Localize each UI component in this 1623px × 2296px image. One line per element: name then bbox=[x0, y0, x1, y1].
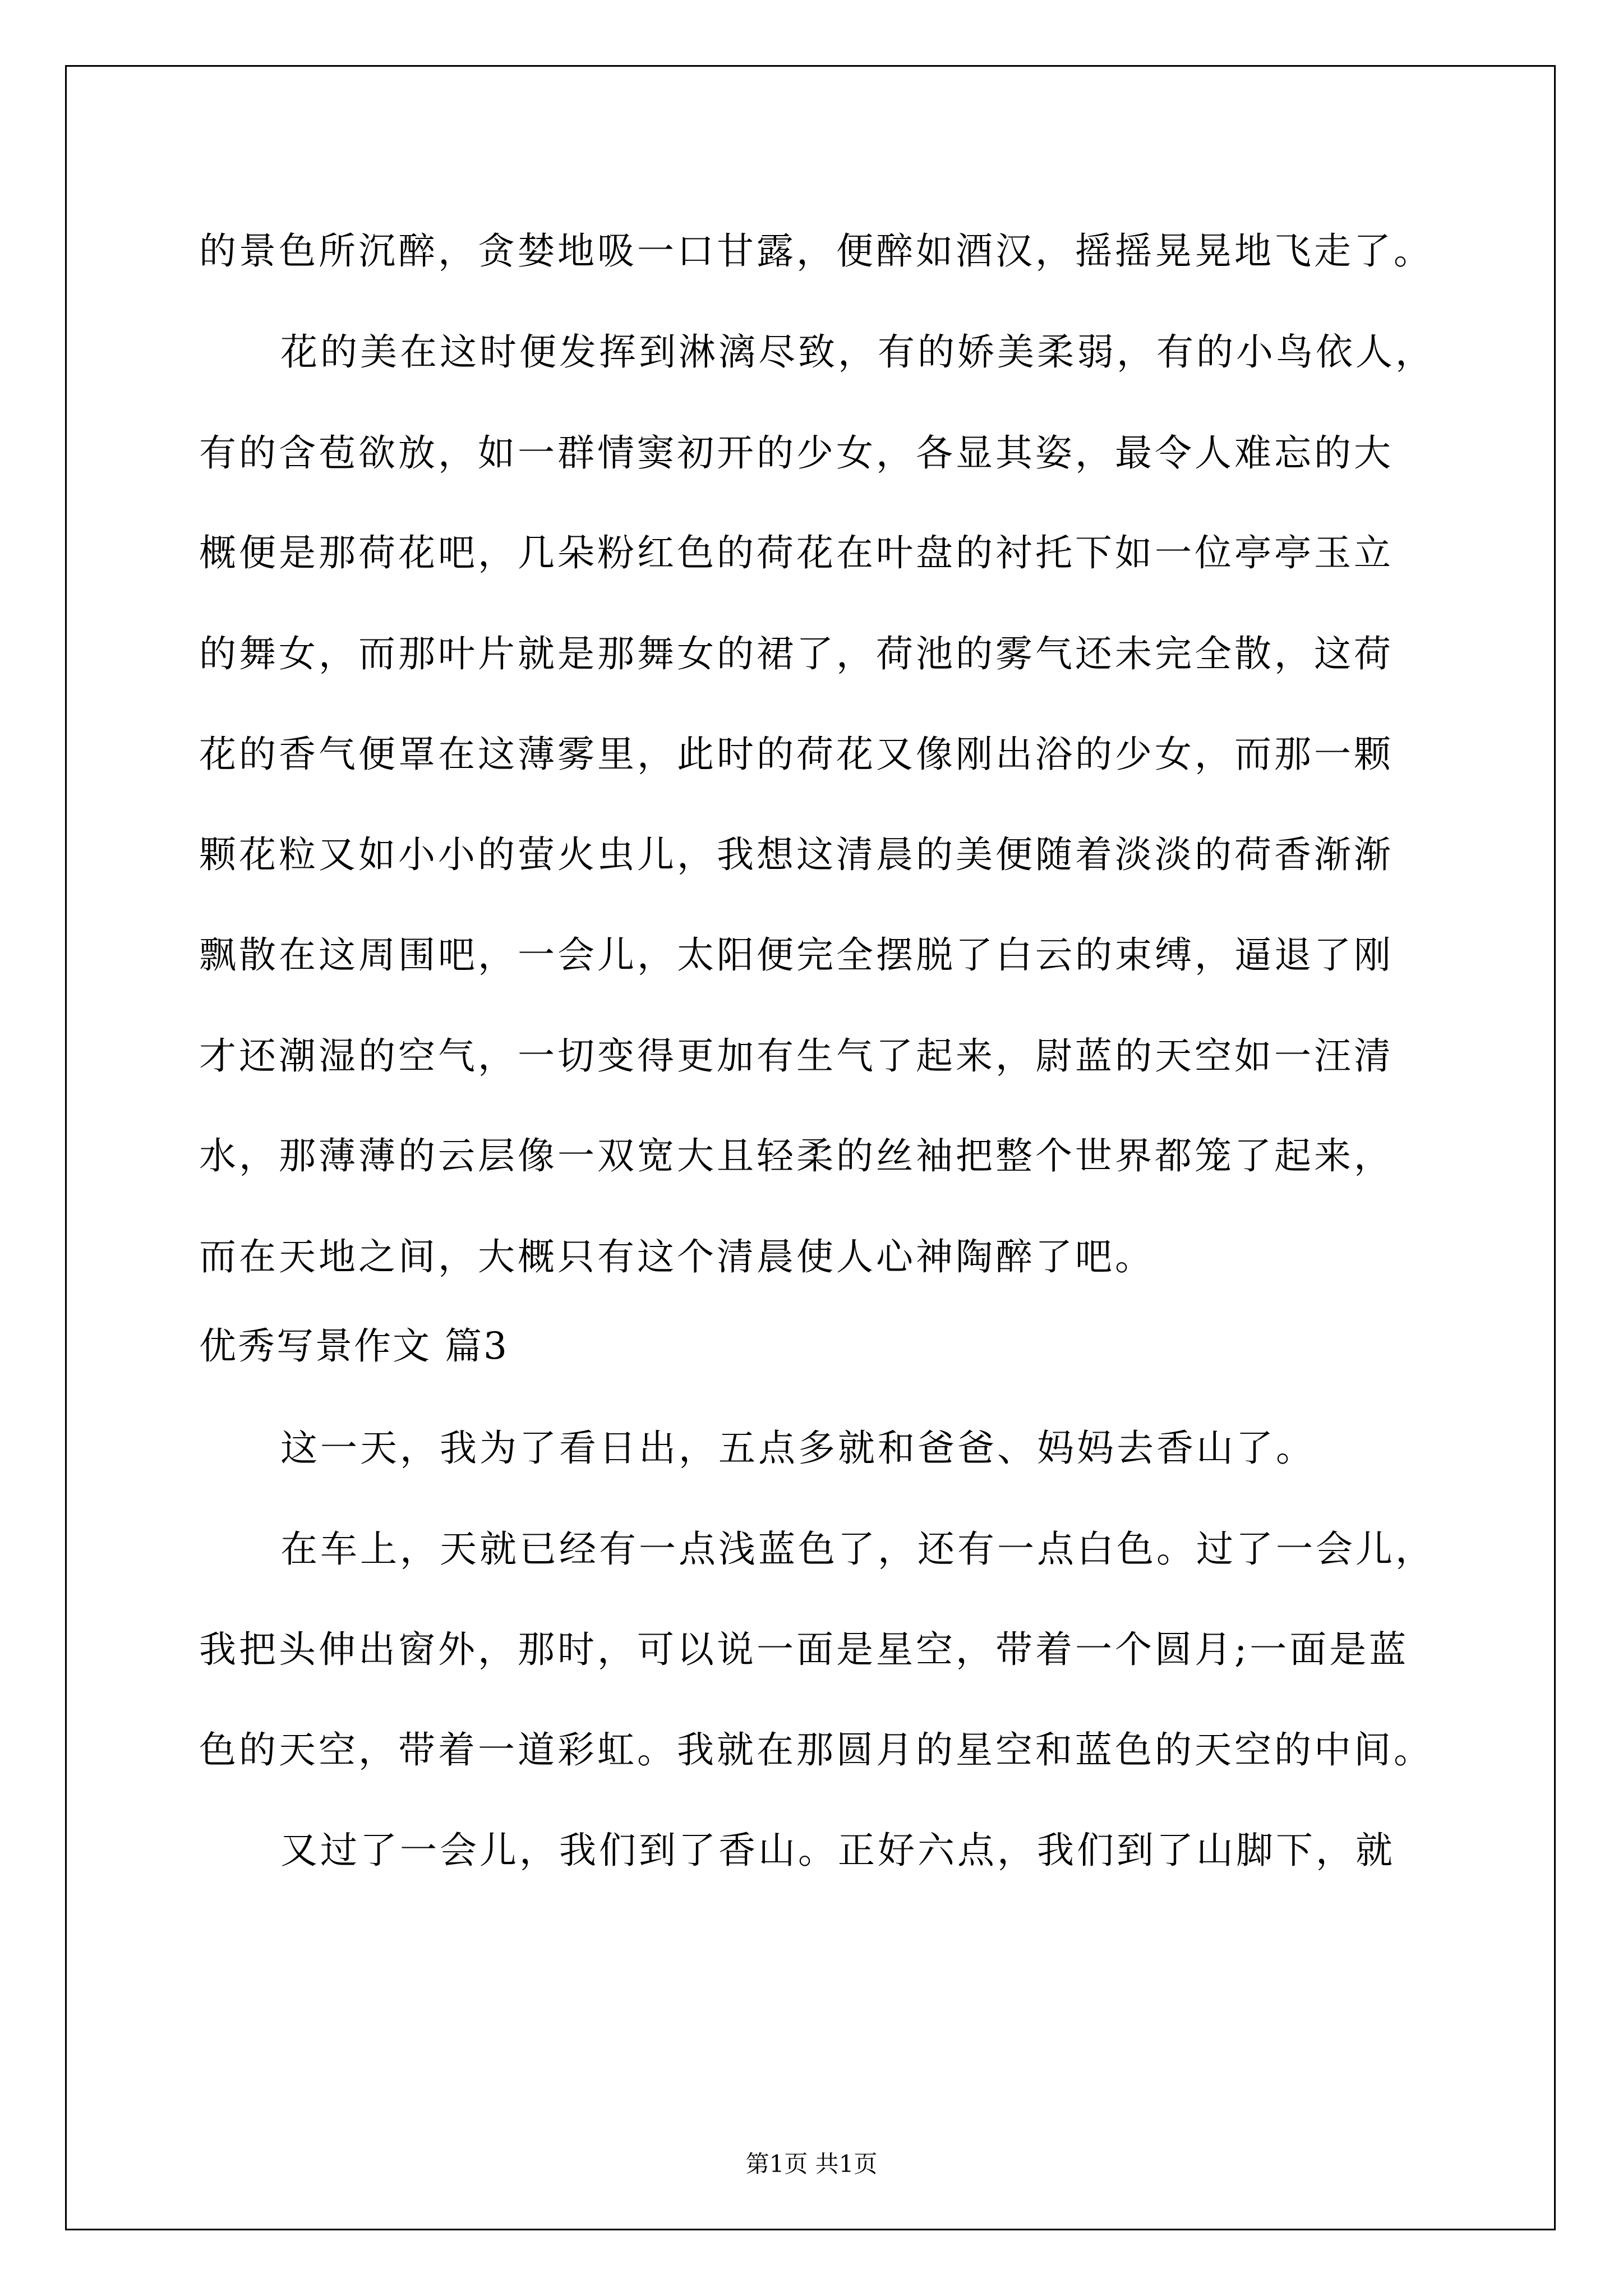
text-line: 我把头伸出窗外，那时，可以说一面是星空，带着一个圆月;一面是蓝 bbox=[199, 1628, 1409, 1671]
text-line: 水，那薄薄的云层像一双宽大且轻柔的丝袖把整个世界都笼了起来， bbox=[199, 1134, 1394, 1177]
text-line: 的景色所沉醉，贪婪地吸一口甘露，便醉如酒汉，摇摇晃晃地飞走了。 bbox=[199, 229, 1433, 273]
page-number-footer: 第1页 共1页 bbox=[745, 2150, 878, 2178]
paragraph-start-line: 又过了一会儿，我们到了香山。正好六点，我们到了山脚下，就 bbox=[280, 1829, 1395, 1872]
text-line: 颗花粒又如小小的萤火虫儿，我想这清晨的美便随着淡淡的荷香渐渐 bbox=[199, 833, 1394, 876]
paragraph-start-line: 这一天，我为了看日出，五点多就和爸爸、妈妈去香山了。 bbox=[280, 1427, 1316, 1470]
paragraph-start-line: 在车上，天就已经有一点浅蓝色了，还有一点白色。过了一会儿， bbox=[280, 1527, 1435, 1571]
section-heading: 优秀写景作文 篇3 bbox=[199, 1324, 509, 1368]
text-line: 色的天空，带着一道彩虹。我就在那圆月的星空和蓝色的天空的中间。 bbox=[199, 1728, 1433, 1772]
text-line: 概便是那荷花吧，几朵粉红色的荷花在叶盘的衬托下如一位亭亭玉立 bbox=[199, 531, 1394, 574]
text-line: 有的含苞欲放，如一群情窦初开的少女，各显其姿，最令人难忘的大 bbox=[199, 431, 1394, 475]
paragraph-start-line: 花的美在这时便发挥到淋漓尽致，有的娇美柔弱，有的小鸟依人， bbox=[280, 330, 1435, 374]
text-line: 而在天地之间，大概只有这个清晨使人心神陶醉了吧。 bbox=[199, 1235, 1155, 1278]
text-line: 花的香气便罩在这薄雾里，此时的荷花又像刚出浴的少女，而那一颗 bbox=[199, 733, 1394, 776]
text-line: 飘散在这周围吧，一会儿，太阳便完全摆脱了白云的束缚，逼退了刚 bbox=[199, 933, 1394, 977]
text-line: 才还潮湿的空气，一切变得更加有生气了起来，尉蓝的天空如一汪清 bbox=[199, 1034, 1394, 1078]
text-line: 的舞女，而那叶片就是那舞女的裙了，荷池的雾气还未完全散，这荷 bbox=[199, 632, 1394, 675]
